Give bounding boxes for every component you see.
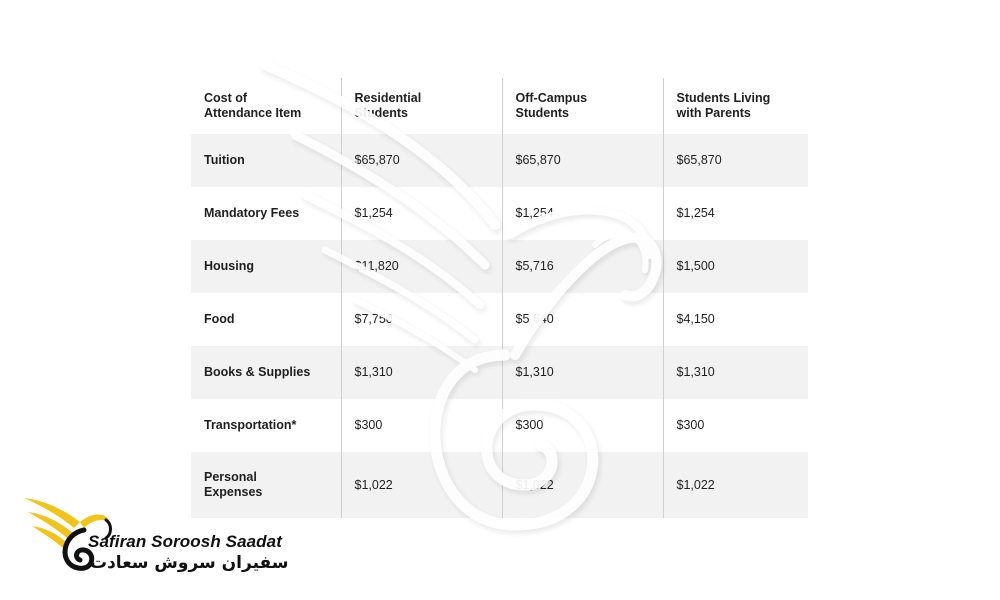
row-label: Transportation* <box>204 418 297 432</box>
row-label: Mandatory Fees <box>204 206 300 220</box>
cell-off-campus: $300 <box>502 399 663 452</box>
cell-residential: $11,820 <box>341 240 502 293</box>
cell-off-campus: $65,870 <box>502 134 663 187</box>
cell-with-parents: $4,150 <box>663 293 808 346</box>
table-row <box>191 399 808 452</box>
header-off-campus: Off-Campus Students <box>502 78 663 134</box>
cell-off-campus: $1,254 <box>502 187 663 240</box>
row-label: Food <box>204 312 235 326</box>
table-header-row <box>191 78 808 134</box>
header-with-parents: Students Living with Parents <box>663 78 808 134</box>
table-row <box>191 134 808 187</box>
brand-name-english: Safiran Soroosh Saadat <box>88 532 282 551</box>
cell-residential: $1,310 <box>341 346 502 399</box>
cell-with-parents: $1,022 <box>663 452 808 518</box>
cell-with-parents: $1,254 <box>663 187 808 240</box>
cell-off-campus: $1,022 <box>502 452 663 518</box>
cell-with-parents: $300 <box>663 399 808 452</box>
row-label: Books & Supplies <box>204 365 311 379</box>
cell-with-parents: $1,500 <box>663 240 808 293</box>
cell-residential: $1,254 <box>341 187 502 240</box>
cell-residential: $7,750 <box>341 293 502 346</box>
header-residential: Residential Students <box>341 78 502 134</box>
cost-of-attendance-table-container <box>191 78 808 518</box>
brand-name-persian: سفیران سروش سعادت <box>90 553 289 573</box>
cell-off-campus: $5,640 <box>502 293 663 346</box>
table-row <box>191 293 808 346</box>
cell-residential: $1,022 <box>341 452 502 518</box>
cell-residential: $300 <box>341 399 502 452</box>
cell-with-parents: $65,870 <box>663 134 808 187</box>
table-row <box>191 187 808 240</box>
table-row <box>191 240 808 293</box>
cost-of-attendance-table <box>191 78 808 518</box>
cell-off-campus: $5,716 <box>502 240 663 293</box>
cell-with-parents: $1,310 <box>663 346 808 399</box>
row-label: Tuition <box>204 153 245 167</box>
row-label: Housing <box>204 259 254 273</box>
row-label: Personal Expenses <box>204 470 263 499</box>
header-cost-item: Cost of Attendance Item <box>204 91 302 120</box>
cell-residential: $65,870 <box>341 134 502 187</box>
cell-off-campus: $1,310 <box>502 346 663 399</box>
table-row <box>191 346 808 399</box>
